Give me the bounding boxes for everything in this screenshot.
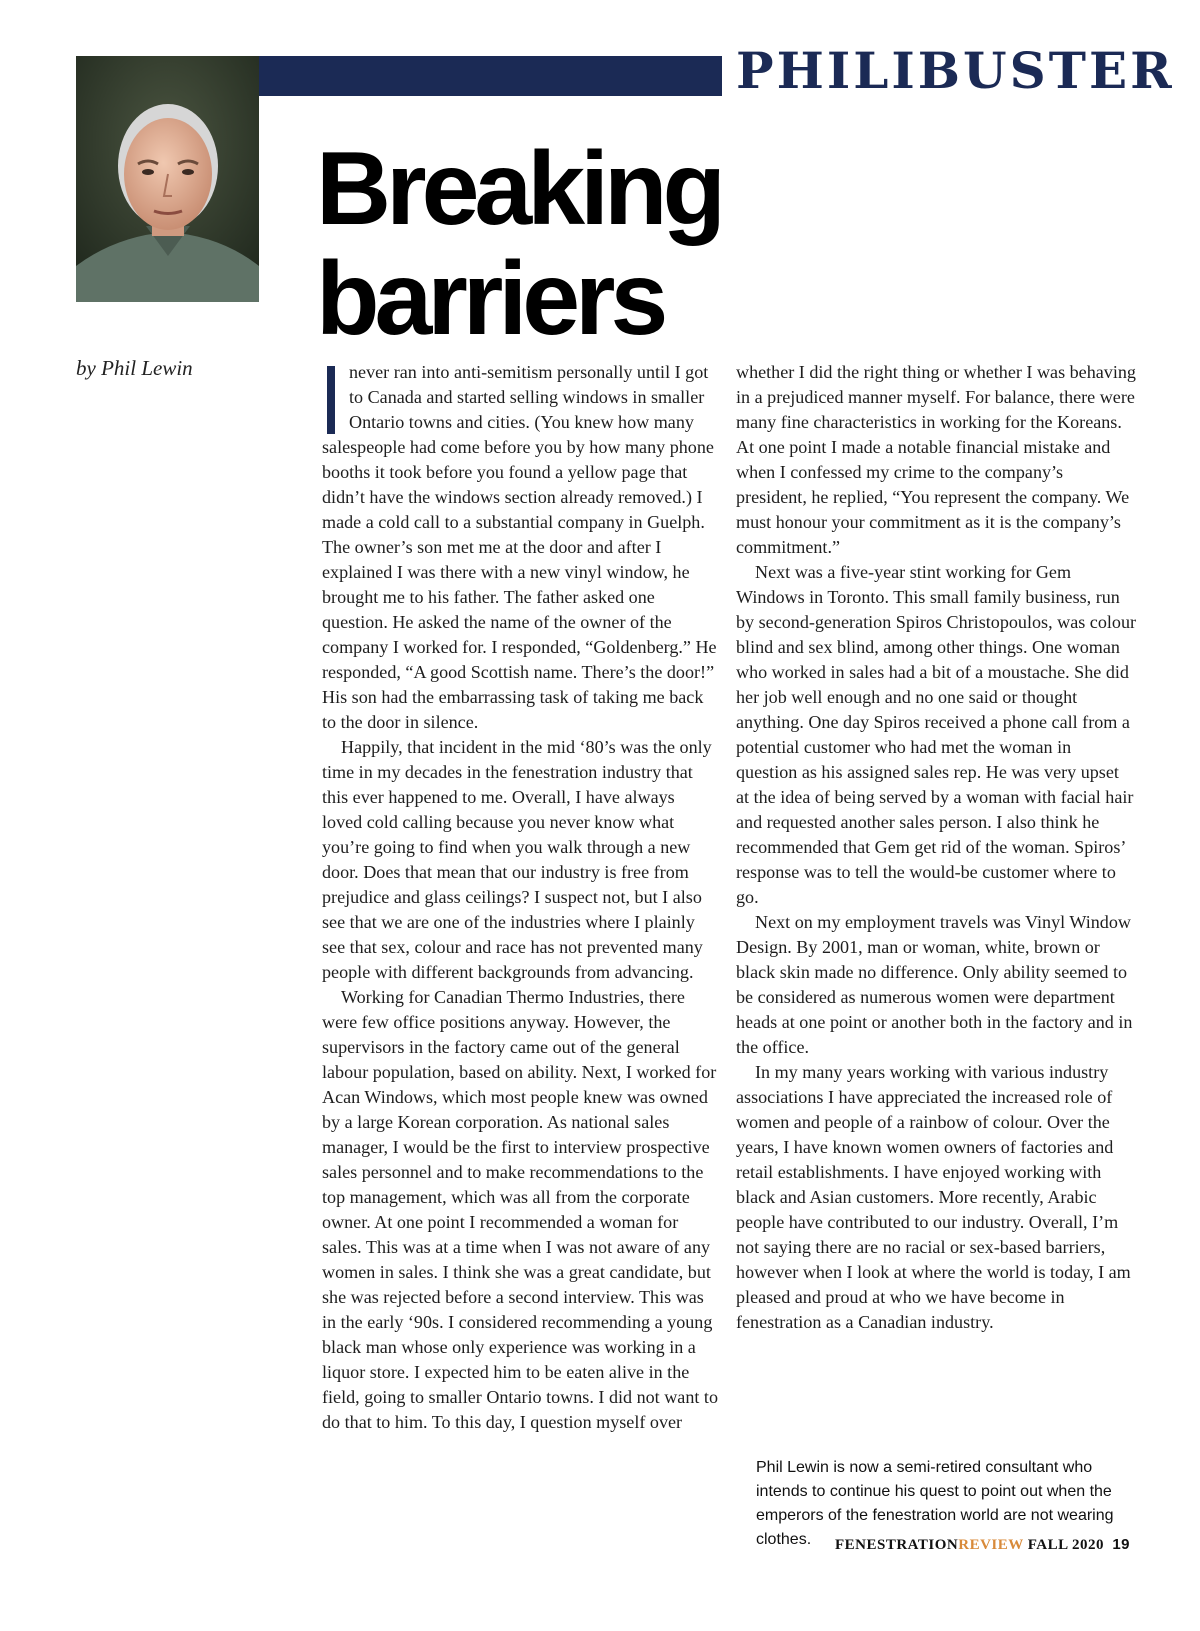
footer-brand-accent: REVIEW xyxy=(958,1537,1024,1553)
paragraph: whether I did the right thing or whether I was behaving in a prejudiced manner myself. For balance, there were many fine characteristics in working for the Koreans. At one point I made a notable financial mistake and when I confessed my crime to the company’s president, he replied, “You represent the company. We must honour your commitment as it is the company’s commitment.” xyxy=(736,362,1136,557)
headline-line-2: barriers xyxy=(316,241,664,357)
paragraph: In my many years working with various industry associations I have appreciated the increased role of women and people of a rainbow of colour. Over the years, I have known women owners of factories and retail establishments. I have enjoyed working with black and Asian customers. More recently, Arabic people have contributed to our industry. Overall, I’m not saying there are no racial or sex-based barriers, however when I look at where the world is today, I am pleased and proud at who we have become in fenestration as a Canadian industry. xyxy=(736,1062,1131,1332)
article-headline xyxy=(316,131,736,357)
paragraph: Working for Canadian Thermo Industries, there were few office positions anyway. However, the supervisors in the factory came out of the general labour population, based on ability. Next, I worked for Acan Windows, which most people knew was owned by a large Korean corporation. As national sales manager, I would be the first to interview prospective sales personnel and to make recommendations to the top management, which was all from the corporate owner. At one point I recommended a woman for sales. This was at a time when I was not aware of any women in sales. I think she was a great candidate, but she was rejected before a second interview. This was in the early ‘90s. I considered recommending a young black man whose only experience was working in a liquor store. I expected him to be eaten alive in the field, going to smaller Ontario towns. I did not want to do that to him. To this day, I question myself over xyxy=(322,987,718,1432)
footer-brand: FENESTRATION xyxy=(834,1537,959,1553)
article-column-left xyxy=(322,360,718,1435)
header-bar xyxy=(258,56,722,96)
page-number: 19 xyxy=(1112,1536,1130,1553)
paragraph: Happily, that incident in the mid ‘80’s was the only time in my decades in the fenestration industry that this ever happened to me. Overall, I have always loved cold calling because you never know what you’re going to find when you walk through a new door. Does that mean that our industry is free from prejudice and glass ceilings? I suspect not, but I also see that we are one of the industries where I plainly see that sex, colour and race has not prevented many people with different backgrounds from advancing. xyxy=(322,737,712,982)
footer-issue: FALL 2020 xyxy=(1027,1537,1105,1553)
paragraph: Next on my employment travels was Vinyl Window Design. By 2001, man or woman, white, brown or black skin made no difference. Only ability seemed to be considered as numerous women were department heads at one point or another both in the factory and in the office. xyxy=(736,912,1133,1057)
section-title: PHILIBUSTER xyxy=(736,41,1175,100)
author-bio: Phil Lewin is now a semi-retired consultant who intends to continue his quest to point out when the emperors of the fenestration world are not wearing clothes. xyxy=(756,1459,1114,1548)
page-footer xyxy=(835,1536,1130,1554)
article-column-right xyxy=(736,360,1136,1335)
byline: by Phil Lewin xyxy=(76,356,193,380)
drop-cap-bar xyxy=(327,366,335,434)
paragraph: never ran into anti-semitism personally until I got to Canada and started selling windows in smaller Ontario towns and cities. (You knew how many salespeople had come before you by how many phone booths it took before you found a yellow page that didn’t have the windows section already removed.) I made a cold call to a substantial company in Guelph. The owner’s son met me at the door and after I explained I was there with a new vinyl window, he brought me to his father. The father asked one question. He asked the name of the owner of the company I worked for. I responded, “Goldenberg.” He responded, “A good Scottish name. There’s the door!” His son had the embarrassing task of taking me back to the door in silence. xyxy=(322,362,717,732)
paragraph: Next was a five-year stint working for Gem Windows in Toronto. This small family business, run by second-generation Spiros Christopoulos, was colour blind and sex blind, among other things. One woman who worked in sales had a bit of a moustache. She did her job well enough and no one said or thought anything. One day Spiros received a phone call from a potential customer who had met the woman in question as his assigned sales rep. He was very upset at the idea of being served by a woman with facial hair and requested another sales person. I also think he recommended that Gem get rid of the woman. Spiros’ response was to tell the would-be customer where to go. xyxy=(736,562,1137,907)
author-photo xyxy=(76,56,259,302)
headline-line-1: Breaking xyxy=(316,131,722,247)
